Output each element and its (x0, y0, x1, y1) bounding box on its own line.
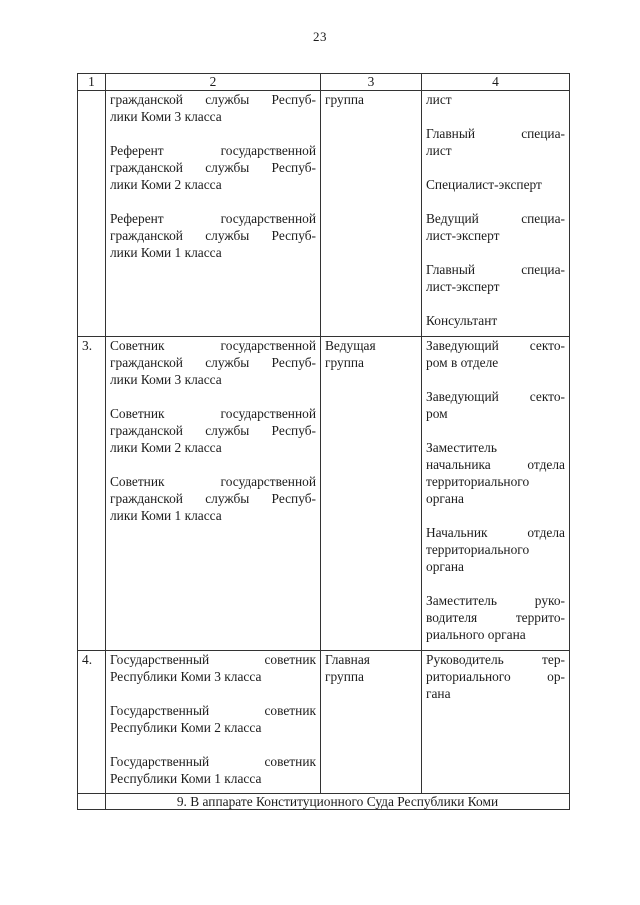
entry-gap (110, 125, 316, 142)
entry-gap (110, 388, 316, 405)
position-entry (426, 210, 565, 244)
class-rank-entry (110, 210, 316, 261)
section-title: 9. В аппарате Конституционного Суда Республики Коми (106, 794, 570, 810)
row-number: 4. (78, 651, 106, 794)
class-rank-entry-line: лики Коми 2 класса (110, 177, 222, 192)
group-entry-line: группа (325, 355, 364, 370)
position-entry-line: лист (426, 143, 452, 158)
class-rank-entry (110, 91, 316, 125)
entry-gap (426, 422, 565, 439)
class-rank-entry-line: Референт государственной (110, 211, 316, 226)
position-entry (426, 261, 565, 295)
position-entry (426, 125, 565, 159)
header-col-2: 2 (106, 74, 321, 91)
grades-table (77, 73, 570, 810)
class-rank-entry (110, 337, 316, 388)
position-entry-line: Заместитель (426, 440, 497, 455)
position-entry-line: лист (426, 92, 452, 107)
entry-gap (426, 575, 565, 592)
position-entry-line: начальника отдела (426, 457, 565, 472)
header-col-4: 4 (422, 74, 570, 91)
position-entry-line: Заместитель руко- (426, 593, 565, 608)
position-entry-line: риального органа (426, 627, 526, 642)
group-cell (321, 337, 422, 651)
class-rank-entry (110, 702, 316, 736)
class-rank-entry-line: Советник государственной (110, 406, 316, 421)
class-rank-entry-line: гражданской службы Респуб- (110, 92, 316, 107)
position-entry-line: Главный специа- (426, 262, 565, 277)
class-rank-entry-line: Государственный советник (110, 754, 316, 769)
class-rank-entry-line: лики Коми 3 класса (110, 109, 222, 124)
entry-gap (426, 193, 565, 210)
position-entry-line: Главный специа- (426, 126, 565, 141)
header-col-3: 3 (321, 74, 422, 91)
table-header-row (78, 74, 570, 91)
position-entry-line: Заведующий секто- (426, 389, 565, 404)
class-rank-entry-line: Государственный советник (110, 703, 316, 718)
row-number: 3. (78, 337, 106, 651)
class-rank-entry-line: гражданской службы Респуб- (110, 491, 316, 506)
group-entry-line: группа (325, 669, 364, 684)
class-rank-entry-line: гражданской службы Респуб- (110, 228, 316, 243)
position-entry-line: органа (426, 559, 464, 574)
position-entry-line: ром в отделе (426, 355, 499, 370)
row-number (78, 91, 106, 337)
entry-gap (426, 244, 565, 261)
position-entry (426, 91, 565, 108)
entry-gap (426, 371, 565, 388)
class-rank-entry-line: Республики Коми 3 класса (110, 669, 262, 684)
entry-gap (110, 736, 316, 753)
position-entry-line: ром (426, 406, 448, 421)
group-entry (325, 651, 417, 685)
entry-gap (426, 108, 565, 125)
group-entry (325, 91, 417, 108)
table-row (78, 91, 570, 337)
table-row (78, 337, 570, 651)
position-entry-line: водителя террито- (426, 610, 565, 625)
positions-cell (422, 651, 570, 794)
position-entry (426, 388, 565, 422)
position-entry-line: Консультант (426, 313, 498, 328)
position-entry-line: лист-эксперт (426, 228, 500, 243)
class-rank-entry-line: лики Коми 1 класса (110, 508, 222, 523)
class-rank-entry-line: лики Коми 1 класса (110, 245, 222, 260)
group-cell (321, 651, 422, 794)
group-entry-line: Ведущая (325, 338, 376, 353)
position-entry-line: лист-эксперт (426, 279, 500, 294)
class-rank-entry (110, 651, 316, 685)
group-entry-line: Главная (325, 652, 370, 667)
class-rank-entry (110, 142, 316, 193)
positions-cell (422, 337, 570, 651)
position-entry-line: Заведующий секто- (426, 338, 565, 353)
position-entry-line: Руководитель тер- (426, 652, 565, 667)
position-entry (426, 524, 565, 575)
entry-gap (426, 159, 565, 176)
entry-gap (110, 685, 316, 702)
class-rank-entry-line: лики Коми 3 класса (110, 372, 222, 387)
section-row (78, 794, 570, 810)
positions-cell (422, 91, 570, 337)
class-rank-entry-line: гражданской службы Респуб- (110, 423, 316, 438)
position-entry (426, 651, 565, 702)
position-entry (426, 176, 565, 193)
position-entry (426, 337, 565, 371)
class-rank-entry-line: гражданской службы Респуб- (110, 355, 316, 370)
class-rank-entry-line: гражданской службы Респуб- (110, 160, 316, 175)
grade-cell (106, 651, 321, 794)
position-entry-line: органа (426, 491, 464, 506)
entry-gap (110, 193, 316, 210)
entry-gap (110, 456, 316, 473)
group-entry-line: группа (325, 92, 364, 107)
class-rank-entry-line: Республики Коми 2 класса (110, 720, 262, 735)
position-entry-line: Начальник отдела (426, 525, 565, 540)
group-entry (325, 337, 417, 371)
position-entry-line: риториального ор- (426, 669, 565, 684)
position-entry-line: территориального (426, 474, 530, 489)
grade-cell (106, 91, 321, 337)
class-rank-entry (110, 473, 316, 524)
entry-gap (426, 295, 565, 312)
class-rank-entry-line: Советник государственной (110, 338, 316, 353)
class-rank-entry-line: Государственный советник (110, 652, 316, 667)
header-col-1: 1 (78, 74, 106, 91)
table-row (78, 651, 570, 794)
group-cell (321, 91, 422, 337)
class-rank-entry-line: Республики Коми 1 класса (110, 771, 262, 786)
entry-gap (426, 507, 565, 524)
section-num-cell (78, 794, 106, 810)
position-entry-line: Специалист-эксперт (426, 177, 542, 192)
page-number: 23 (313, 29, 327, 44)
position-entry (426, 439, 565, 507)
position-entry (426, 592, 565, 643)
class-rank-entry-line: Референт государственной (110, 143, 316, 158)
class-rank-entry-line: лики Коми 2 класса (110, 440, 222, 455)
position-entry-line: территориального (426, 542, 530, 557)
position-entry-line: Ведущий специа- (426, 211, 565, 226)
position-entry (426, 312, 565, 329)
position-entry-line: гана (426, 686, 451, 701)
class-rank-entry (110, 753, 316, 787)
class-rank-entry-line: Советник государственной (110, 474, 316, 489)
class-rank-entry (110, 405, 316, 456)
grade-cell (106, 337, 321, 651)
